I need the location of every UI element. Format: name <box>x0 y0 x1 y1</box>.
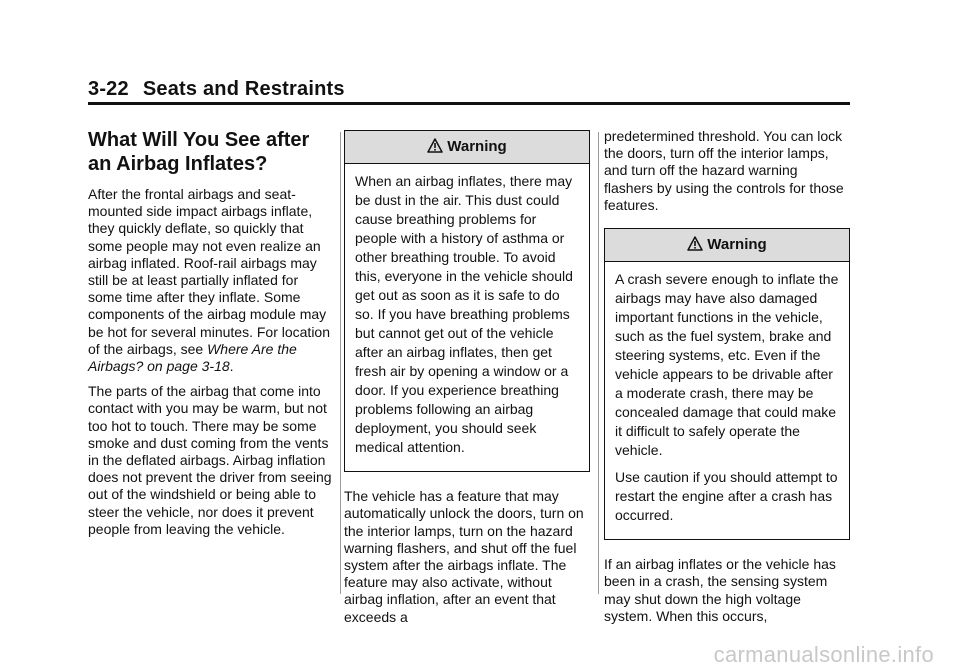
paragraph-high-voltage: If an airbag inflates or the vehicle has been in a crash, the sensing system may shut down the high voltage system. When this occurs, <box>604 556 836 624</box>
column-1 <box>88 128 334 546</box>
page-number: 3-22 <box>88 78 129 100</box>
page-header <box>88 78 850 101</box>
section-title: Seats and Restraints <box>142 78 345 100</box>
warning-triangle-icon <box>427 138 443 157</box>
warning-box-crash <box>604 228 850 540</box>
paragraph-airbag-deflate <box>88 186 334 375</box>
warning-text: When an airbag inflates, there may be dust in the air. This dust could cause breathing problems for people with a history of asthma or other breathing trouble. To avoid this, everyone in the vehicle should get out as soon as it is safe to do so. If you have breathing problems but cannot get out of the vehicle after an airbag inflates, then get fresh air by opening a window or a door. If you experience breathing problems following an airbag deployment, you should seek medical attention. <box>355 173 573 456</box>
watermark: carmanualsonline.info <box>713 642 934 667</box>
column-2 <box>344 130 590 634</box>
warning-text: Use caution if you should attempt to restart the engine after a crash has occurred. <box>615 469 838 524</box>
paragraph-airbag-parts: The parts of the airbag that come into contact with you may be warm, but not too hot to touch. There may be some smoke and dust coming from the vents in the deflated airbags. Airbag inflation does not prevent the driver from seeing out of the windshield or being able to steer the vehicle, nor does it prevent people from leaving the vehicle. <box>88 383 332 537</box>
warning-box-dust <box>344 130 590 472</box>
warning-text: A crash severe enough to inflate the airbags may have also damaged important functions in the vehicle, such as the fuel system, brake and steering systems, etc. Even if the vehicle appears to be drivable after a moderate crash, there may be concealed damage that could make it difficult to safely operate the vehicle. <box>615 271 839 459</box>
cross-reference-link[interactable]: Where Are the Airbags? on page 3-18 <box>88 340 297 375</box>
column-divider-1 <box>340 132 341 594</box>
warning-title: Warning <box>447 138 507 155</box>
header-rule <box>88 102 850 105</box>
paragraph-threshold: predetermined threshold. You can lock the doors, turn off the interior lamps, and turn off the hazard warning flashers by using the controls for those features. <box>604 128 844 213</box>
column-divider-2 <box>598 132 599 594</box>
warning-header <box>345 131 589 164</box>
warning-header <box>605 229 849 262</box>
section-heading: What Will You See after an Airbag Inflates? <box>88 129 310 175</box>
column-3 <box>604 128 850 633</box>
paragraph-auto-unlock: The vehicle has a feature that may automatically unlock the doors, turn on the interior lamps, turn on the hazard warning flashers, and shut off the fuel system after the airbags inflate. The feature may also activate, without airbag inflation, after an event that exceeds a <box>344 488 584 625</box>
paragraph-end: . <box>229 358 234 375</box>
warning-triangle-icon <box>687 236 703 255</box>
warning-title: Warning <box>707 236 767 254</box>
paragraph-text: After the frontal airbags and seat-mounted side impact airbags inflate, they quickly deflate, so quickly that some people may not even realize an airbag inflated. Roof-rail airbags may still be at least partially inflated for some time after they inflate. Some components of the airbag module may be hot for several minutes. For location of the airbags, see <box>88 186 331 357</box>
